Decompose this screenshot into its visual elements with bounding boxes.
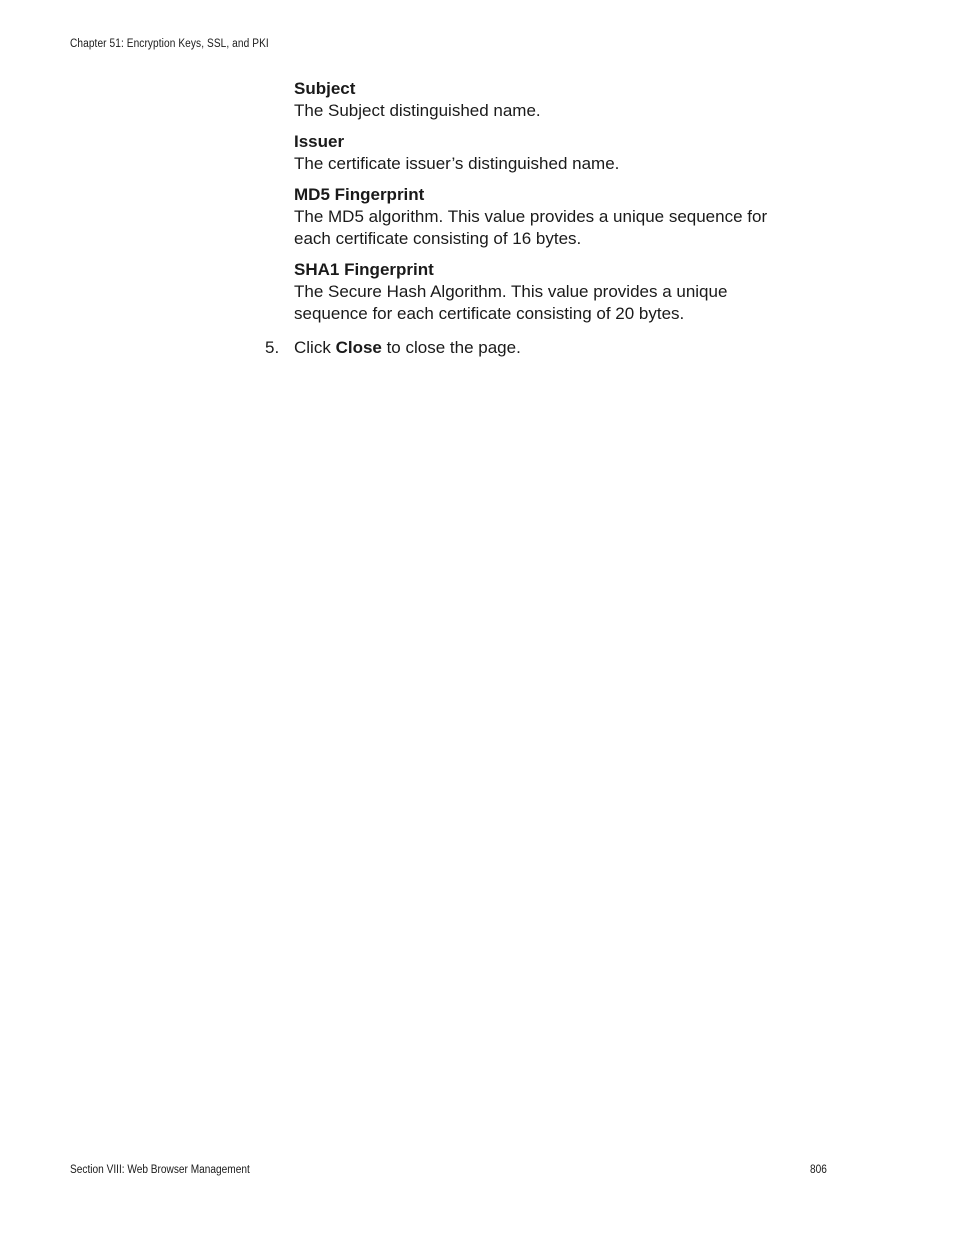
step-text-suffix: to close the page.: [381, 338, 521, 357]
field-issuer: [294, 131, 794, 175]
field-term: Subject: [294, 79, 356, 98]
main-content: [265, 78, 794, 359]
procedure-step: [265, 337, 794, 359]
page-number: 806: [810, 1164, 827, 1176]
field-description: The Subject distinguished name.: [294, 101, 541, 120]
step-text-prefix: Click: [294, 338, 336, 357]
field-description: The Secure Hash Algorithm. This value provides a unique sequence for each certificate consisting of 20 bytes.: [294, 282, 728, 323]
close-button-reference: Close: [335, 338, 382, 357]
field-description: The MD5 algorithm. This value provides a unique sequence for each certificate consisting of 16 bytes.: [294, 207, 768, 248]
field-sha1-fingerprint: [294, 259, 794, 325]
field-term: SHA1 Fingerprint: [294, 260, 434, 279]
field-description: The certificate issuer’s distinguished name.: [294, 154, 620, 173]
field-term: MD5 Fingerprint: [294, 185, 425, 204]
field-term: Issuer: [294, 132, 345, 151]
running-header: Chapter 51: Encryption Keys, SSL, and PKI: [70, 38, 269, 50]
step-number: 5.: [265, 338, 280, 357]
field-md5-fingerprint: [294, 184, 794, 250]
field-subject: [294, 78, 794, 122]
footer-section-title: Section VIII: Web Browser Management: [70, 1164, 250, 1176]
